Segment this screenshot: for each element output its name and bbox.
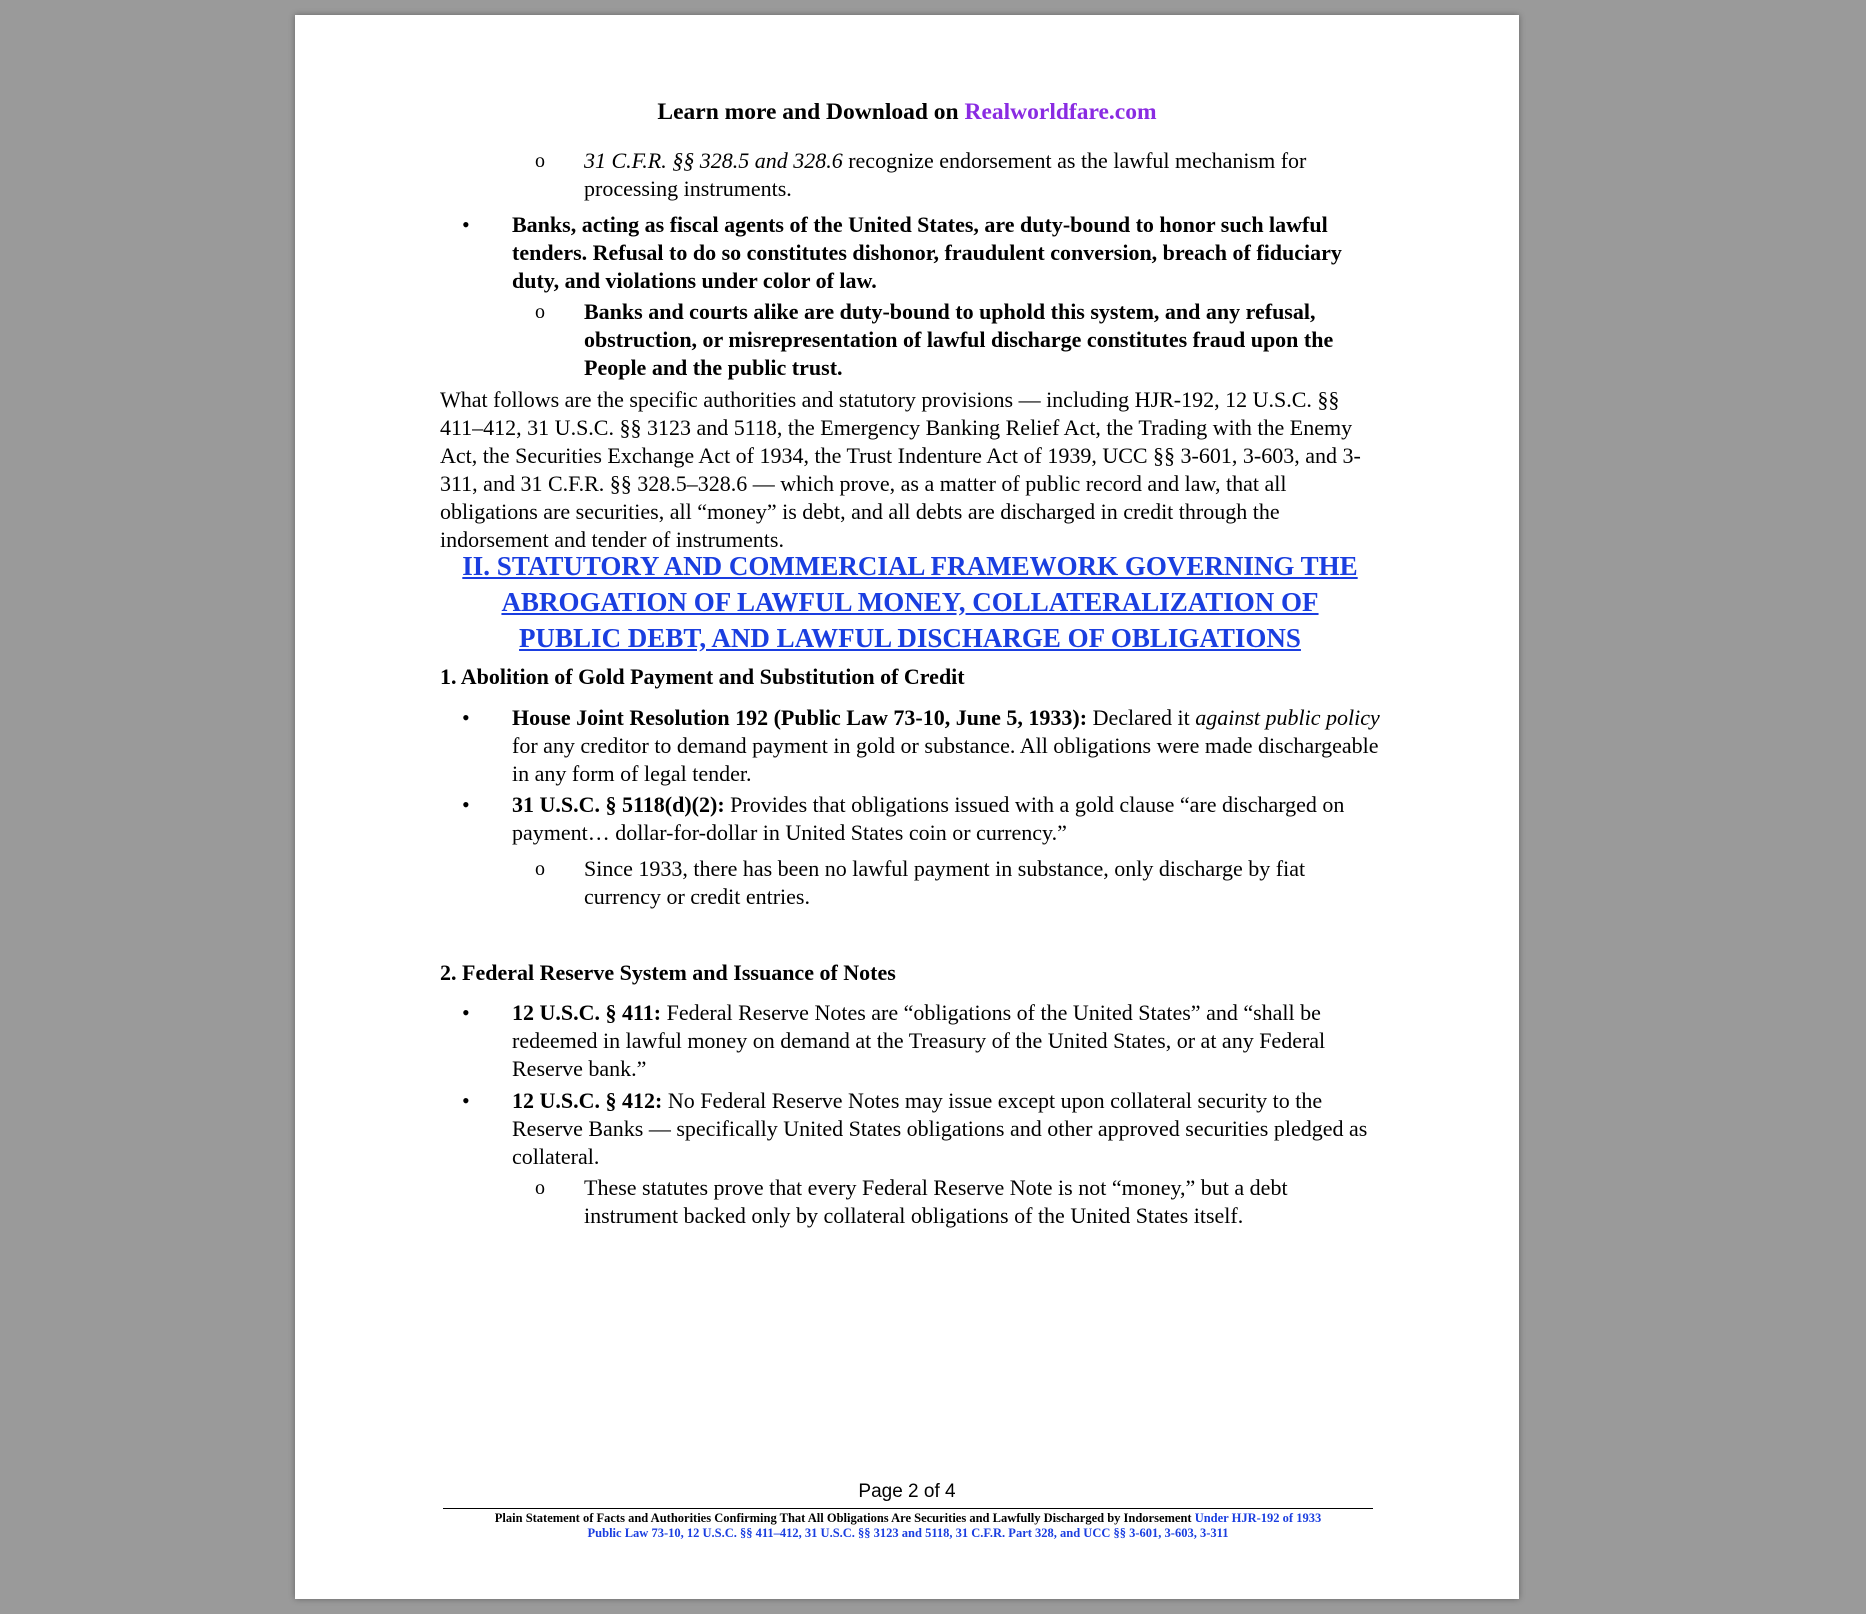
hollow-bullet-icon: o <box>535 1177 545 1199</box>
list-item-text: These statutes prove that every Federal Reserve Note is not “money,” but a debt instrument backed only by collateral obligations of the United States itself. <box>584 1175 1288 1228</box>
list-item-text: 12 U.S.C. § 412: No Federal Reserve Notes may issue except upon collateral security to the Reserve Banks — specifically United States obligations and other approved securities pledged as collateral. <box>512 1088 1368 1169</box>
footer-citations[interactable]: Public Law 73-10, 12 U.S.C. §§ 411–412, 31 U.S.C. §§ 3123 and 5118, 31 C.F.R. Part 328, and UCC §§ 3-601, 3-603, 3-311 <box>587 1526 1229 1540</box>
list-item-text: Since 1933, there has been no lawful payment in substance, only discharge by fiat currency or credit entries. <box>584 856 1306 909</box>
page-header <box>295 99 1519 126</box>
list-item-text: 12 U.S.C. § 411: Federal Reserve Notes are “obligations of the United States” and “shall be redeemed in lawful money on demand at the Treasury of the United States, or at any Federal Reserve bank.” <box>512 1000 1326 1081</box>
bullet-icon: • <box>462 1088 470 1113</box>
intro-paragraph: What follows are the specific authorities and statutory provisions — including HJR-192, 12 U.S.C. §§ 411–412, 31 U.S.C. §§ 3123 and 5118, the Emergency Banking Relief Act, the Trading with the Enemy Act, the Securities Exchange Act of 1934, the Trust Indenture Act of 1939, UCC §§ 3-601, 3-603, and 3-311, and 31 C.F.R. §§ 328.5–328.6 — which prove, as a matter of public record and law, that all obligations are securities, all “money” is debt, and all debts are discharged in credit through the indorsement and tender of instruments. <box>440 387 1361 552</box>
site-link[interactable]: Realworldfare.com <box>964 99 1157 125</box>
bullet-icon: • <box>462 792 470 817</box>
header-prefix: Learn more and Download on <box>657 99 965 125</box>
bullet-icon: • <box>462 705 470 730</box>
list-item-text: 31 C.F.R. §§ 328.5 and 328.6 recognize endorsement as the lawful mechanism for processing instruments. <box>584 148 1307 201</box>
footer-link[interactable]: Under HJR-192 of 1933 <box>1191 1511 1322 1525</box>
footer-title: Plain Statement of Facts and Authorities Confirming That All Obligations Are Securities and Lawfully Discharged by Indorsement <box>494 1511 1192 1525</box>
document-page <box>295 15 1519 1599</box>
subsection-heading: 2. Federal Reserve System and Issuance of Notes <box>440 960 896 985</box>
hollow-bullet-icon: o <box>535 858 545 880</box>
hollow-bullet-icon: o <box>535 301 545 323</box>
list-item-text: Banks and courts alike are duty-bound to uphold this system, and any refusal, obstruction, or misrepresentation of lawful discharge constitutes fraud upon the People and the public trust. <box>584 299 1334 380</box>
bullet-icon: • <box>462 1000 470 1025</box>
list-item-text: Banks, acting as fiscal agents of the United States, are duty-bound to honor such lawful tenders. Refusal to do so constitutes dishonor, fraudulent conversion, breach of fiduciary duty, and violations under color of law. <box>512 212 1342 293</box>
subsection-heading: 1. Abolition of Gold Payment and Substitution of Credit <box>440 664 965 689</box>
hollow-bullet-icon: o <box>535 150 545 172</box>
bullet-icon: • <box>462 212 470 237</box>
list-item-text: 31 U.S.C. § 5118(d)(2): Provides that obligations issued with a gold clause “are discharged on payment… dollar-for-dollar in United States coin or currency.” <box>512 792 1345 845</box>
page-footer <box>443 1508 1373 1541</box>
section-title[interactable]: II. STATUTORY AND COMMERCIAL FRAMEWORK GOVERNING THE ABROGATION OF LAWFUL MONEY, COLLATERALIZATION OF PUBLIC DEBT, AND LAWFUL DISCHARGE OF OBLIGATIONS <box>462 551 1358 653</box>
page-number: Page 2 of 4 <box>858 1481 956 1502</box>
list-item-text: House Joint Resolution 192 (Public Law 73-10, June 5, 1933): Declared it against public policy for any creditor to demand payment in gold or substance. All obligations were made dischargeable in any form of legal tender. <box>512 705 1380 786</box>
